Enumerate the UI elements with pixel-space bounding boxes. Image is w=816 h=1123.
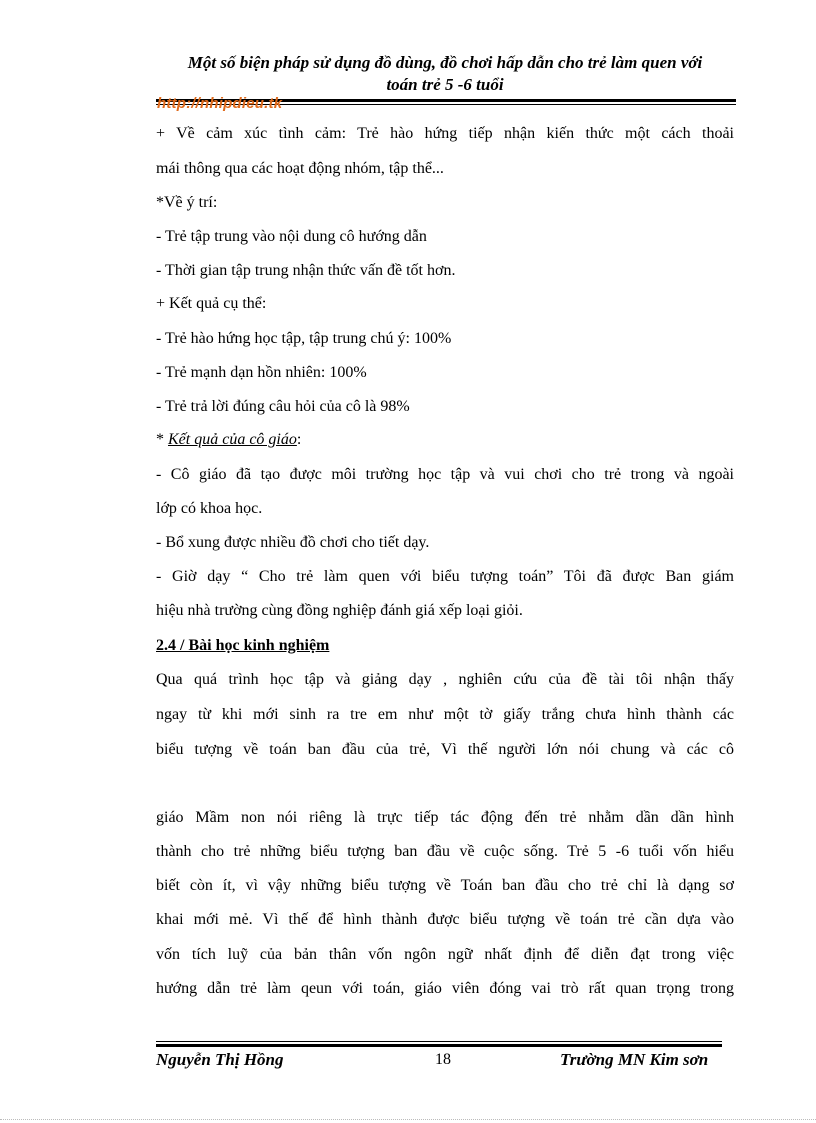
document-title: [150, 52, 740, 96]
body-line-1: + Về cảm xúc tình cảm: Trẻ hào hứng tiếp nhận kiến thức một cách thoải: [156, 125, 734, 142]
body-line-9: - Trẻ trả lời đúng câu hỏi của cô là 98%: [156, 398, 410, 415]
body-line-18: ngay từ khi mới sinh ra tre em như một tờ giấy trắng chưa hình thành các: [156, 706, 734, 723]
body-line-6: + Kết quả cụ thể:: [156, 295, 267, 312]
teacher-result-heading: [156, 430, 734, 450]
body-line-21: thành cho trẻ những biểu tượng ban đầu về cuộc sống. Trẻ 5 -6 tuổi vốn hiểu: [156, 843, 734, 860]
body-line-15: hiệu nhà trường cùng đồng nghiệp đánh giá xếp loại giỏi.: [156, 602, 523, 619]
body-line-13: - Bổ xung được nhiều đồ chơi cho tiết dạy.: [156, 534, 430, 551]
footer-school: Trường MN Kim sơn: [560, 1050, 709, 1069]
teacher-result-label: Kết quả của cô giáo: [168, 431, 297, 448]
section-heading: [156, 636, 734, 656]
watermark-link[interactable]: http://nhipdieu.tk: [157, 95, 283, 112]
body-line-3: *Về ý trí:: [156, 194, 218, 211]
body-line-25: hướng dẫn trẻ làm qeun với toán, giáo viên đóng vai trò rất quan trọng trong: [156, 980, 734, 997]
body-line-7: - Trẻ hào hứng học tập, tập trung chú ý: 100%: [156, 330, 452, 347]
body-line-17: Qua quá trình học tập và giảng dạy , nghiên cứu của đề tài tôi nhận thấy: [156, 671, 734, 688]
teacher-result-prefix: *: [156, 431, 168, 448]
body-line-12: lớp có khoa học.: [156, 500, 263, 517]
body-line-4: - Trẻ tập trung vào nội dung cô hướng dẫn: [156, 228, 427, 245]
body-line-2: mái thông qua các hoạt động nhóm, tập thể...: [156, 160, 444, 177]
footer-rule-thin: [156, 1041, 722, 1042]
body-line-20: giáo Mầm non nói riêng là trực tiếp tác động đến trẻ nhằm dần dần hình: [156, 809, 734, 826]
document-title-line1: Một số biện pháp sử dụng đồ dùng, đồ chơi hấp dẫn cho trẻ làm quen với: [187, 53, 703, 72]
footer-author: Nguyễn Thị Hồng: [156, 1050, 284, 1069]
body-line-5: - Thời gian tập trung nhận thức vấn đề tốt hơn.: [156, 262, 456, 279]
body-line-8: - Trẻ mạnh dạn hồn nhiên: 100%: [156, 364, 367, 381]
page-bottom-border: [0, 1119, 816, 1121]
page-number: 18: [435, 1051, 451, 1068]
teacher-result-suffix: :: [296, 431, 302, 448]
footer-rule-thick: [156, 1044, 722, 1047]
body-line-14: - Giờ dạy “ Cho trẻ làm quen với biểu tượng toán” Tôi đã được Ban giám: [156, 568, 734, 585]
document-title-line2: toán trẻ 5 -6 tuổi: [386, 75, 504, 94]
body-line-24: vốn tích luỹ của bản thân vốn ngôn ngữ nhất định để diễn đạt trong việc: [156, 946, 734, 963]
body-line-23: khai mới mẻ. Vì thế để hình thành được biểu tượng về toán trẻ cần dựa vào: [156, 911, 734, 928]
body-line-22: biết còn ít, vì vậy những biểu tượng về Toán ban đầu cho trẻ chỉ là dạng sơ: [156, 877, 734, 894]
section-heading-text: 2.4 / Bài học kinh nghiệm: [156, 637, 330, 654]
body-line-19: biểu tượng về toán ban đầu của trẻ, Vì thế người lớn nói chung và các cô: [156, 741, 734, 758]
body-line-11: - Cô giáo đã tạo được môi trường học tập và vui chơi cho trẻ trong và ngoài: [156, 466, 734, 483]
